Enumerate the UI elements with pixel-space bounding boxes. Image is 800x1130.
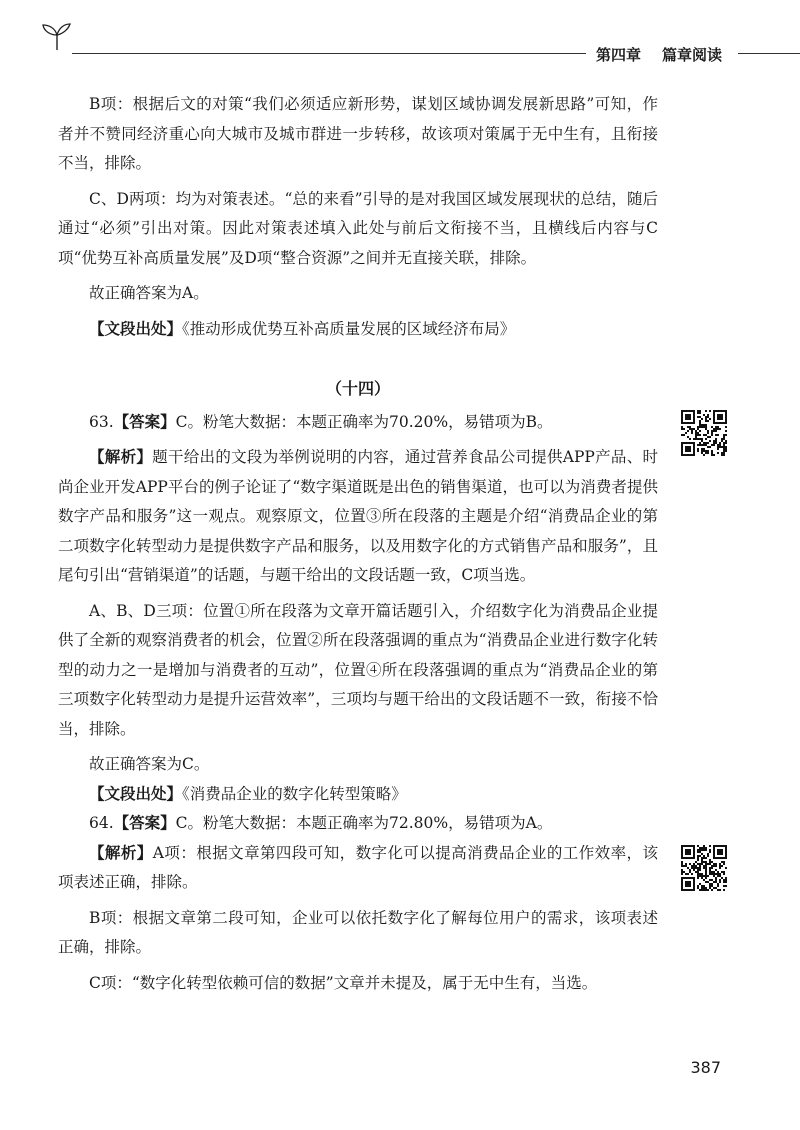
header-section-title: 篇章阅读	[662, 46, 723, 64]
q63-answer: 63.【答案】C。粉笔大数据：本题正确率为70.20%，易错项为B。	[89, 412, 553, 431]
qr-code-icon[interactable]	[681, 410, 727, 456]
paragraph-cd-analysis: C、D两项：均为对策表述。“总的来看”引导的是对我国区域发展现状的总结，随后通过“必须”引出对策。因此对策表述填入此处与前后文衔接不当，且横线后内容与C项“优势互补高质量发展”及D项“整合资源”之间并无直接关联，排除。	[58, 189, 658, 267]
source-label: 【文段出处】	[89, 319, 183, 338]
source-label: 【文段出处】	[89, 784, 183, 803]
page-body	[58, 90, 658, 998]
q63-explanation: 【解析】题干给出的文段为举例说明的内容，通过营养食品公司提供APP产品、时尚企业开发APP平台的例子论证了“数字渠道既是出色的销售渠道，也可以为消费者提供数字产品和服务”这一观点。观察原文，位置③所在段落的主题是介绍“消费品企业的第二项数字化转型动力是提供数字产品和服务，以及用数字化的方式销售产品和服务”，且尾句引出“营销渠道”的话题，与题干给出的文段话题一致，C项当选。	[58, 448, 658, 584]
explanation-label: 【解析】	[89, 448, 153, 466]
answer-label: 【答案】	[113, 814, 176, 832]
leaf-sprout-icon	[40, 22, 74, 52]
header-chapter: 第四章	[596, 46, 642, 64]
header-rule-right	[738, 53, 800, 54]
header-rule-left	[72, 53, 586, 54]
q63-source: 【文段出处】《消费品企业的数字化转型策略》	[89, 784, 407, 803]
q64-answer: 64.【答案】C。粉笔大数据：本题正确率为72.80%，易错项为A。	[89, 814, 553, 832]
q64-b-analysis: B项：根据文章第二段可知，企业可以依托数字化了解每位用户的需求，该项表述正确，排除。	[58, 908, 658, 956]
page-number: 387	[690, 1058, 721, 1077]
section-title: （十四）	[325, 379, 390, 398]
q64-explanation: 【解析】A项：根据文章第四段可知，数字化可以提高消费品企业的工作效率，该项表述正确，排除。	[58, 843, 658, 891]
paragraph-b-analysis: B项：根据后文的对策“我们必须适应新形势，谋划区域协调发展新思路”可知，作者并不赞同经济重心向大城市及城市群进一步转移，故该项对策属于无中生有，且衔接不当，排除。	[58, 95, 658, 172]
q63-abd-analysis: A、B、D三项：位置①所在段落为文章开篇话题引入，介绍数字化为消费品企业提供了全新的观察消费者的机会，位置②所在段落强调的重点为“消费品企业进行数字化转型的动力之一是增加与消费者的互动”，位置④所在段落强调的重点为“消费品企业的第三项数字化转型动力是提升运营效率”，三项均与题干给出的文段话题不一致，衔接不恰当，排除。	[58, 601, 658, 738]
paragraph-conclusion: 故正确答案为A。	[89, 284, 209, 302]
page-header	[0, 0, 800, 90]
q63-conclusion: 故正确答案为C。	[89, 755, 210, 773]
q64-c-analysis: C项：“数字化转型依赖可信的数据”文章并未提及，属于无中生有，当选。	[89, 973, 598, 992]
qr-code-icon[interactable]	[681, 845, 727, 891]
paragraph-source: 【文段出处】《推动形成优势互补高质量发展的区域经济布局》	[89, 319, 516, 338]
explanation-label: 【解析】	[89, 843, 153, 862]
answer-label: 【答案】	[113, 412, 176, 431]
